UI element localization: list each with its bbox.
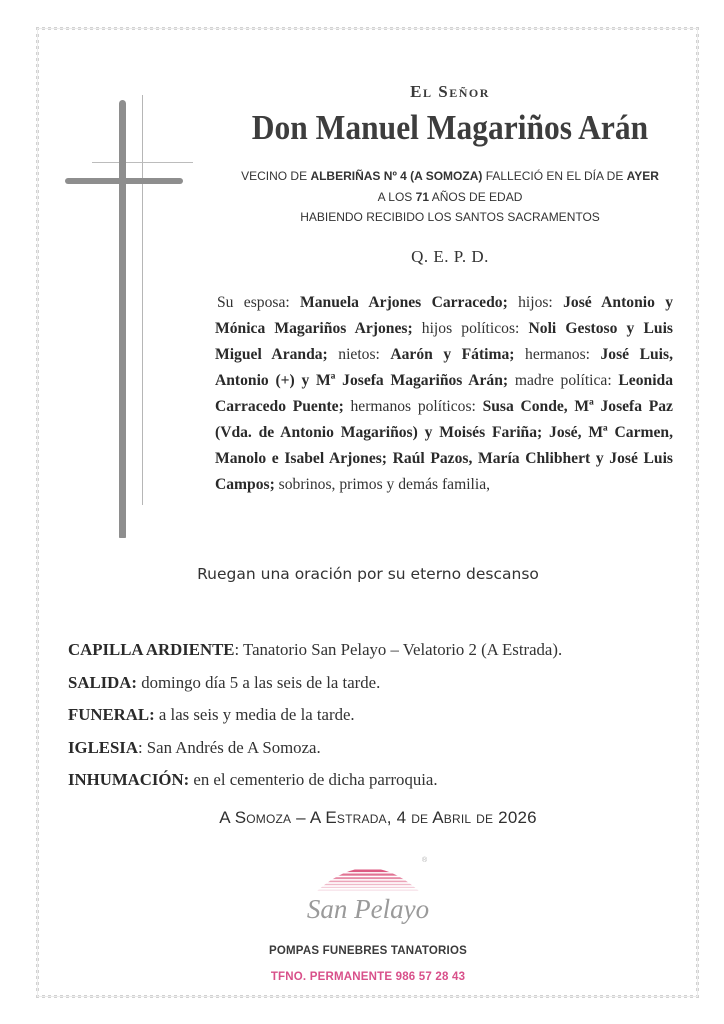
age-line [200,190,700,204]
detail-value: domingo día 5 a las seis de la tarde. [137,672,381,692]
detail-label: IGLESIA [68,737,138,757]
detail-label: INHUMACIÓN: [68,770,190,789]
cross-icon [119,100,126,538]
family-names: José Luis, Antonio (+) y Mª Josefa Magariños Arán; [215,346,673,389]
san-pelayo-logo [298,852,438,930]
cross-thin-horizontal [92,162,193,163]
family-names: Aarón y Fátima; [390,346,515,363]
family-names: Noli Gestoso y Luis Miguel Aranda; [215,320,673,363]
family-relation: hermanos: [514,346,601,363]
family-relation: hijos: [507,294,564,311]
honorific: El Señor [410,82,490,101]
detail-value: : Tanatorio San Pelayo – Velatorio 2 (A Estrada). [234,640,563,659]
detail-row [68,738,688,771]
family-relation: sobrinos, primos y demás familia, [274,476,491,493]
detail-row [68,770,688,803]
family-relation: nietos: [327,346,391,363]
age-suffix: AÑOS DE EDAD [429,190,523,204]
family-relation: hermanos políticos: [343,398,483,415]
cross-bar [65,178,183,184]
prayer-request: Ruegan una oración por su eterno descanso [197,565,539,583]
residence-line [200,169,700,183]
detail-row [68,673,688,706]
phone-number: TFNO. PERMANENTE 986 57 28 43 [270,971,466,983]
residence-prefix: VECINO DE [241,169,311,183]
qepd: Q. E. P. D. [411,247,489,266]
detail-label: SALIDA: [68,672,138,692]
death-day: AYER [626,169,659,183]
family-names: José Antonio y Mónica Magariños Arjones; [215,294,673,337]
detail-row [68,640,688,673]
detail-label: CAPILLA ARDIENTE [68,640,235,659]
detail-label: FUNERAL: [68,705,155,724]
deceased-name: Don Manuel Magariños Arán [251,108,649,147]
funeral-home-tagline: POMPAS FUNEBRES TANATORIOS [269,945,467,957]
family-relation: madre política: [508,372,619,389]
sacraments-line: HABIENDO RECIBIDO LOS SANTOS SACRAMENTOS [300,210,600,224]
family-names: Susa Conde, Mª Josefa Paz (Vda. de Antonio Magariños) y Moisés Fariña; José, Mª Carmen, Manolo e Isabel Arjones; Raúl Pazos, María Chlibhert y José Luis Campos; [215,398,673,493]
sun-logo-icon [298,852,438,930]
detail-value: en el cementerio de dicha parroquia. [189,770,438,789]
residence-middle: FALLECIÓ EN EL DÍA DE [482,169,627,183]
detail-value: : San Andrés de A Somoza. [137,737,321,757]
family-names: Leonida Carracedo Puente; [215,372,673,415]
age-prefix: A LOS [377,190,416,204]
family-names: Manuela Arjones Carracedo; [300,294,508,311]
place-date: A Somoza – A Estrada, 4 de Abril de 2026 [219,808,537,827]
logo-text: San Pelayo [306,894,430,924]
service-details [68,640,688,803]
detail-row [68,705,688,738]
family-relation: Su esposa: [217,294,301,311]
cross-thin-vertical [142,95,143,505]
registered-mark: ® [422,857,428,864]
family-relation: hijos políticos: [412,320,529,337]
age-value: 71 [415,190,430,204]
detail-value: a las seis y media de la tarde. [154,705,355,724]
family-paragraph [215,290,673,498]
residence-address: ALBERIÑAS Nº 4 (A SOMOZA) [310,169,483,183]
